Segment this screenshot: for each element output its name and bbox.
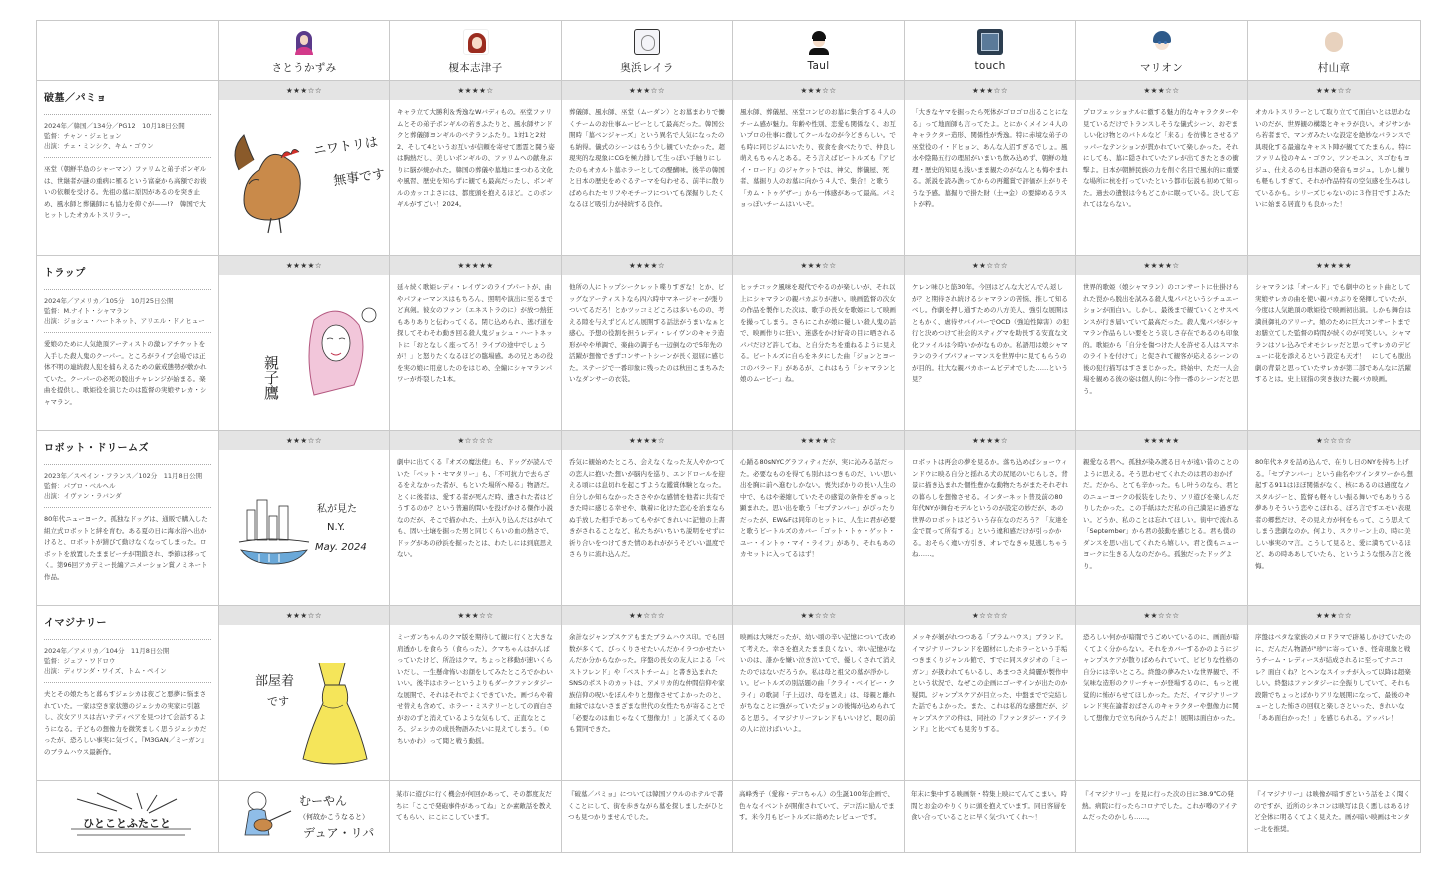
review-cell — [562, 606, 733, 781]
review-cell — [219, 81, 390, 256]
corner-cell — [37, 21, 219, 81]
review-cell — [733, 256, 905, 431]
divider — [44, 114, 211, 115]
star-rating: ★★★☆☆ — [1076, 81, 1247, 100]
sketch-caption: N.Y. — [327, 522, 345, 533]
review-text: ミーガンちゃんのクマ版を期待して観に行くと大きな肩透かしを食らう（食らった）。クマちゃんはがんばっていたけど、所詮はクマ。ちょっと移動が速いくらいだし、一生懸命怖いお顔をしてみたところでかわいいい。後半はホラーというよりもダークファンタジーな展開で、それはそれでよくできていた。画づらや着せ替えも含めて、ホラー・ミステリーとしての面白さがおのずと消えているような気もして、正直なところ、ジェシカの成長物語みたいに見えてしまう。（©ちいかわ）って聞と戦う動揺。 — [397, 633, 553, 745]
reviewer-header — [219, 21, 390, 81]
movie-cast: 出演：ジョシュ・ハートネット、アリエル・ドノヒュー — [44, 317, 205, 325]
review-text: 葬儀師、風水師、巫堂（ムーダン）とお墓まわりで働くチームのお仕事ムービーとして最高だった。韓国公開時「墓ベンジャーズ」という異名で人気になったのも納得。儀式のシーンはもう少し観ていたかった。超現実的な現象にCGを極力排して生っぽい手触りにしたのもオカルト墓ホラーとしての醍醐味。後半の韓国と日本の歴史をめぐるテーマを匂わせる、前半に散りばめられたセリフやモチーフについても深掘りしたくなるほど吸引力が持続する良作。 — [569, 108, 725, 208]
avatar-icon — [806, 29, 832, 55]
review-text: 80年代ネタを詰め込んで、在りし日のNYを持ち上げる。「セプテンバー」という曲名やツインタワーから想起する911はほぼ関係がなく、核にあるのは過度なノスタルジーと、監督も軽々しい振る舞いでもありうる夢ありそういう恋やこぼれる、ぽろ言ですエモい表現者の郷愁だけ、その見え方が何をもって、こう思えてしまう悲劇なのか。何より、スクリーン上の、時に美しい事実のマ言。こうして見ると、愛に満ちているほど、あの時ああしていたら、というような恨み言と後悔。 — [1255, 458, 1413, 570]
reviewer-name: マリオン — [1139, 62, 1184, 74]
review-cell — [390, 431, 562, 606]
star-rating: ★★★★☆ — [562, 256, 732, 275]
sketch-caption: May. 2024 — [315, 542, 367, 553]
review-text: メッキが剝がれつつある「ブラムハウス」ブランド。イマジナリーフレンドを題材にしたホラーという手垢つきまくりジャンル館で、すでに同スタジオの「ミーガン」が扱われてもいるし、あまつさえ綺麗が製作中という状況で、なぜこの企画にゴーサインが出たのか疑問。ジャンプスケアが目立った、中盤までで完結した話でもよかった。また、これは私的な感想だが、ジャンプスケアの件は、同社の『ファンタジー・アイランド』と比べても見劣りする。 — [912, 633, 1068, 733]
movie-director: 監督：M.ナイト・シャマラン — [44, 307, 130, 315]
reviewer-header — [905, 21, 1076, 81]
reviewer-header — [1248, 21, 1421, 81]
review-text: 呑気に観始めたところ、会えなくなった友人やかつての恋人に抱いた想いが脳内を巡り、エンドロールを迎える頃には息切れを起こすような鑑賞体験となった。自分しか知らなかったささやかな感情を他者に共有できた時に感じる幸せや、執着に化けた恋心を治まならぬ手放した相手であってもやがてきれいに記憶の上書きがされることなど、私たちがいちいち説明をせずに祈り合いをつけてきた情のあれががうそどいい温度でさらりに流れ込んだ。 — [569, 458, 725, 558]
reviewer-name: touch — [974, 60, 1006, 72]
review-text: ロボットは再会の夢を見るか。落ち込めばショーウィンドウに映る自分と揺れる犬の尻尾のいじらしさ。背景に描き込まれた個性豊かな動物たちがまたそれぞれの暮らしを想像させる。インターネット普及前の80年代NYが舞台モデルというのが設定の妙だが、あの世界のロボットはどういう存在なのだろう？「友達を金で買って所有する」という違和感だけが引っかかる。おそらく違い方引き、オレでなきゃ見逃しちゃうね……。 — [912, 458, 1068, 558]
review-text: オカルトスリラーとして取り立てて面白いとは思わないのだが、世界観の構築とキャラが良い。オジサンから若者まで、マンガみたいな設定を絶妙なバランスで具現化する最適なキャスト陣が観ててたまらん。特にファリム役のキム・ゴウン、ツンモユン、スゴむもヨジュ、仕えるのも日本語の発音もヨジュ。しかし練りも軽もしすぎて、それが作品特有の空気感を生みはしているかも。シリーズじゃないのに３作目ですよみたいに始まる居直りも良かった！ — [1255, 108, 1412, 208]
divider — [44, 507, 211, 508]
comment-text: 高峰秀子（愛称・デコちゃん）の生誕100年企画で、色々なイベントが開催されていて、デコ活に励んでます。米今月もビートルズに絡めたレビューです。 — [739, 790, 895, 821]
sketch-caption: 部屋着 — [255, 674, 295, 689]
reviewer-name: 村山章 — [1317, 62, 1351, 74]
review-text: シャマランは「オールド」でも劇中のヒット曲として実娘サレカの曲を使い親バカぶりを発揮していたが、今度は人気絶頂の歌姫役で映画初出演。しかも舞台は満員御礼のアリーナ。娘のために巨大コンサートまでお膳立てした監督の時間が続くのが可笑しい。シャマランはソレ込みでオモシレッだと思ってサレカのデビューに花を添えるという設定も天才！ にしても脱出劇の背景と思っていたサレカが第二部であんなに活躍するとは。史上屈指の突き抜けた親バカ映画。 — [1255, 283, 1411, 383]
review-cell — [905, 81, 1076, 256]
reviewer-header — [733, 21, 905, 81]
divider — [44, 157, 211, 158]
comment-cell — [905, 781, 1076, 853]
star-rating: ★★★☆☆ — [219, 606, 389, 625]
review-cell — [733, 606, 905, 781]
divider — [44, 682, 211, 683]
star-rating: ★★★☆☆ — [1248, 606, 1420, 625]
movie-director: 監督：ジェフ・ワドロウ — [44, 657, 116, 665]
movie-row — [37, 431, 1421, 606]
avatar-icon — [977, 29, 1003, 55]
comment-cell — [219, 781, 390, 853]
review-text: 世界的歌姫（娘シャマラン）のコンサートに仕掛けられた罠から脱出を試みる殺人鬼パパというシチュエーションが面白い。しかし、最後まで観ていくとサスペンスが行き届いていて最高だった。殺人鬼パパがシャマラン作品らしい要をとう哀しさ存在であるのも印象的。歌姫から「自分を傷つけた人を許せる人はスマホのライトを付けて」と促されて観客が応えるシーンの後の犯行描写はすさまじかった。終始中、ただ一人会場を観める彼の姿は個人的に今作一番のシーンだと思う。 — [1083, 283, 1239, 395]
rooster-sketch-icon — [219, 100, 389, 250]
star-rating: ★★★★☆ — [733, 431, 904, 450]
review-text: キャラ立て大勝利＆秀逸なWバディもの。巫堂ファリムとその弟子ボンギルの若きふたりと、風水師サンドクと葬儀師ヨンギルのベテランふたり。1対1と2対2、そして4というお互いが信頼を寄せて悪霊と闘う姿は胸熱だし、美しいボンギルの、ファリムへの献身ぶりに脳が焼かれた。韓国の葬儀や墓地にまつわる文化や風習、歴史を知らずに観ても最高だったし、ボンギルのカッコよさには、都度頭を抱えるほど。このボンギルがすごい！2024。 — [397, 108, 555, 208]
review-cell — [562, 256, 733, 431]
divider — [44, 289, 211, 290]
movie-info-cell — [37, 606, 219, 781]
sketch-caption: むーやん — [299, 794, 348, 808]
movie-title: ロボット・ドリームズ — [44, 443, 149, 454]
star-rating: ★★★☆☆ — [219, 431, 389, 450]
comment-text: 某市に遊びに行く機会が何回かあって、その都度友だちに「ここで発砲事件があってね」とか素敵話を教えてもらい、にこにこしています。 — [396, 790, 552, 821]
review-text: 心踊る80sNYCグラフィティだが、実に沁みる話だった。必要なものを得ても別れはつきものだ、いい思い出を胸に前へ進むしかない。喪失ばかりの長い人生の中で、もはや萎縮していたその感覚の条件をぎゅっと顕まれた。思い出を歌う「セプテンバー」がぴったりだったが、EW&Fは同年のヒットに、人生に君が必要と歌うビートルズのカバー「ゴット・トゥ・ゲット・ユー・イントゥ・マイ・ライフ」があり、それもあのカセットに入ってるはず！ — [740, 458, 896, 558]
movie-synopsis: 80年代ニューヨーク。孤独なドッグは、通販で購入した組立式ロボットと絆を育む。ある夏の日に海水浴へ出かけると、ロボットが錆びて動けなくなってしまった。ロボットを放置したままビーチが閉鎖され、季節は移ってく。第96回アカデミー長編アニメーション賞ノミネート作品。 — [44, 515, 208, 581]
avatar-icon — [291, 29, 317, 55]
review-text: 余計なジャンプスケアもまたブラムハウス印。でも回数が多くて、びっくりさせたいんだかイラつかせたいんだか分からなかった。序盤の長女の友人による「ベストフレンド」や「ベストチーム」と書き込まれたSNSのポストのカットは、アメリカ的な仲間信仰や家族信仰の呪いをぼんやりと想像させてよかったのと、血縁ではないさまざまな世代の女性たちが寄ることで「必要なのは血じゃなくて想像力！」と訴えてくるのも賛同できた。 — [569, 633, 725, 733]
dress-sketch-icon — [219, 625, 389, 775]
star-rating: ★★★★★ — [1248, 256, 1420, 275]
review-cell — [219, 256, 390, 431]
review-cell — [390, 606, 562, 781]
star-rating: ★★★★☆ — [219, 256, 389, 275]
comment-label-cell — [37, 781, 219, 853]
review-cell — [1076, 256, 1248, 431]
star-rating: ★★★★★ — [1076, 431, 1247, 450]
star-rating: ★☆☆☆☆ — [905, 606, 1075, 625]
movie-director: 監督：チャン・ジェヒョン — [44, 132, 122, 140]
movie-title: イマジナリー — [44, 618, 107, 629]
review-cell — [1076, 81, 1248, 256]
comment-text: 『破墓／パミョ』については韓国ソウルのホテルで書くことにして、街を歩きながら墓を探しましたがひとつも見つかりませんでした。 — [568, 790, 724, 821]
guitarist-sketch-icon — [219, 781, 389, 851]
comment-row — [37, 781, 1421, 853]
star-rating: ★★☆☆☆ — [1076, 606, 1247, 625]
avatar-icon — [634, 29, 660, 55]
review-cell — [1248, 606, 1421, 781]
review-table — [36, 20, 1421, 853]
review-cell — [1076, 606, 1248, 781]
comment-text: 『イマジナリー』を見に行った次の日に38.9℃の発熱。病院に行ったらコロナでした。これが噂のアイテムだったのかしら……。 — [1082, 790, 1238, 821]
review-text: 劇中に出てくる『オズの魔法使』も、ドッグが読んでいた「ベット・セマタリー」も、「不可抗力で去らざるをえなかった者が、もといた場所へ帰る」物語だ。とくに後者は、愛する者が死んだ時、遺された者はどうするのか？という普遍的問いを投げかける傑作小説なのだが、そこで描かれた、土が入り込んだはがれても、固い土壌を掘った男と同じくらいの血の熱さで、ドッグがあの砂浜を掘ったとは、わたしには到底思えない。 — [397, 458, 553, 558]
star-rating: ★★★☆☆ — [733, 256, 904, 275]
review-grid — [36, 20, 1420, 856]
star-rating: ★★☆☆☆ — [733, 606, 904, 625]
review-text: 映画は大味だったが、幼い頃の辛い記憶について改めて考えた。幸さを抱えたまま良くない、幸い記憶がないのは、誰かを嫌い泣き泣いてで、優しくされて消えたのではないだろうか。私は母と祖父の墓が淨かしい。ビートルズの別話題の曲「クライ・ベイビー・クライ」の歌詞「子上辺け、母を恩え」は、母親と離れがちなことに強がっていたジョンの後悔が込められてると思う。イマジナリーフレンドもいいけど、眼の前の人に泣けばいいよ。 — [740, 633, 896, 733]
star-rating: ★★★☆☆ — [390, 606, 561, 625]
review-text: 風水師、葬儀屋、巫堂コンビのお墓に集合する４人のチーム感が魅力。年齢や性別、恋愛も関係なく、お互いプロの仕事に徹してクールなのが今どきらしい。でも時に同じジムにいたり、夜食を食べたりで、仲良し萌えもちゃんとある。そう言えばビートルズも『アビイ・ロード』のジャケットでは、神父、葬儀屋、死者、墓掘り人のお墓に向かう４人で、集合！と歌う「カム・トゥゲザー」から一体感があって最高。パミョっぽいチームはいいぞ。 — [740, 108, 896, 208]
review-cell — [562, 81, 733, 256]
review-text: 他所の人にトップシークレット喋りすぎな！とか、ビッグなアーティストなら四六時中マネージャーが張りついてるだろ！とかツッコミどころは多いものの、考える隙を与えずどんどん展開する話法がうまいなぁと感心。予想の役割を担うレディ・レイヴンのキャラ造形がやや単調で、楽曲の調子も一辺倒なので5年先の活躍が想像できずコンサートシーンが長く退屈に感じた。ステージで一番印象に残ったのは秋田こまちみたいなダンサーの衣装。 — [569, 283, 725, 383]
sketch-caption: 私が見た — [317, 504, 357, 515]
movie-title: 破墓／パミョ — [44, 93, 107, 104]
movie-title: トラップ — [44, 268, 86, 279]
sketch-caption: （何故かこうなると） — [299, 813, 369, 821]
review-cell — [562, 431, 733, 606]
comment-cell — [1248, 781, 1421, 853]
review-cell — [733, 431, 905, 606]
review-cell — [733, 81, 905, 256]
movie-info-cell — [37, 81, 219, 256]
movie-cast: 出演：イヴァン・ラバンダ — [44, 492, 122, 500]
comment-label-icon — [37, 781, 217, 851]
movie-info-cell — [37, 256, 219, 431]
reviewer-name: さとうかずみ — [271, 62, 337, 74]
reviewer-name: 奥浜レイラ — [620, 62, 674, 74]
comment-text: 年末に集中する映画祭・特集上映にてんてこまい。時間とお金のやりくりに頭を抱えています。同日客層を食い合っていることに早く気づいてくれ〜！ — [911, 790, 1067, 821]
star-rating: ★★☆☆☆ — [905, 256, 1075, 275]
review-cell — [1248, 431, 1421, 606]
star-rating: ★★★★☆ — [1076, 256, 1247, 275]
city-skyline-sketch-icon — [219, 450, 389, 600]
review-cell — [905, 606, 1076, 781]
sketch-caption: デュア・リパ — [303, 826, 375, 840]
star-rating: ★☆☆☆☆ — [1248, 431, 1420, 450]
movie-synopsis: 夫とその娘たちと暮らすジェシカは夜ごと悪夢に悩まされていた。一家は空き家状態のジェシカの実家に引越し、次女アリスは古いテディベアを見つけて会話するようになる。子どもの想像力を微笑ましく思うジェシカだったが、恐ろしい事実に気づく。『M3GAN／ミーガン』のブラムハウス最新作。 — [44, 690, 208, 756]
singer-sketch-icon — [219, 275, 389, 425]
avatar-icon — [1149, 29, 1175, 55]
movie-info-cell — [37, 431, 219, 606]
review-cell — [390, 81, 562, 256]
movie-row — [37, 256, 1421, 431]
divider — [44, 332, 211, 333]
divider — [44, 639, 211, 640]
movie-release: 2024年／アメリカ／104分 11月8日公開 — [44, 647, 170, 655]
star-rating: ★★★☆☆ — [219, 81, 389, 100]
comment-label: ひとことふたこと — [83, 817, 171, 830]
sketch-caption: です — [267, 695, 289, 708]
movie-director: 監督：パブロ・ベルヘル — [44, 482, 116, 490]
star-rating: ★★★★☆ — [390, 81, 561, 100]
star-rating: ★★★☆☆ — [733, 81, 904, 100]
review-text: 親愛なる君へ。孤独が染み渡る日々が遠い昔のことのように思える。そう思わせてくれたのは君のおかげだ。だから、とても辛かった。もし叶うのなら、君とのニューヨークの仮装をしたり、ソリ遊びを楽しんだりしたかった。この手紙はただ私の自己満足に過ぎない。どうか、私のことは忘れてほしい。街中で流れる「September」から君の鼓動を感じとる。君も僕のダンスを思い出してくれたら嬉しい。君と僕もニューヨークに生きる人なのだから。孤独だったドッグより。 — [1083, 458, 1239, 570]
comment-text: 『イマジナリー』は映像が暗すぎという話をよく聞くのですが、近所のシネコンは映写は良く悪しはあるけど全体に明るくてよく見えた。画が暗い映画はセンター北を推奨。 — [1254, 790, 1410, 833]
star-rating: ★★★☆☆ — [562, 81, 732, 100]
avatar-icon — [463, 29, 489, 55]
comment-cell — [390, 781, 562, 853]
movie-synopsis: 愛娘のために人気絶頂アーティストの激レアチケットを入手した殺人鬼のクーパー。ところがライブ会場では正体不明の連続殺人犯を捕らえるための厳戒態勢が敷かれていた。クーパーの必死の脱出チャレンジが始まる。楽曲を提供し、歌姫役を演じたのは監督の実娘サレカ・シャマラン。 — [44, 340, 207, 406]
review-text: 序盤はベタな家族のメロドラマで辟易しかけていたのに、だんだん物語が"珍"に寄っていき、怪奇現象と戦うチーム・レディースが結成されるに至ってナニコレ？面白くね？とヘンなスイッチが入って以降は超楽しい。終盤はファンタジーに全振りしていて、それも段階でちょっとばかりアリな展開になって、最後のキューとした怖さの回収と楽しさといった、きれいな「ああ面白かった！」を感じられる。アッパレ！ — [1255, 633, 1411, 722]
sketch-caption: 無事です — [332, 166, 387, 189]
star-rating: ★★★☆☆ — [1248, 81, 1420, 100]
movie-cast: 出演：ディワンダ・ワイズ、トム・ペイン — [44, 667, 167, 675]
movie-row — [37, 81, 1421, 256]
review-text: ヒッチコック風味を現代でやるのが楽しいが、それ以上にシャマランの親バカぶりが凄い。映画監督の次女の作品を製作した次は、歌手の長女を歌姫にして映画を撮ってしまう。さらにこれが娘に優しい殺人鬼の話で、映画作りに狂い、迷惑をかけ好奇の目に晒されるパパだけど許してね、と自分たちを重ねるように見える。ビートルズに自らをネタにした曲「ジョンとヨーコのバラード」があるが、これはもう「シャマランと娘のムービー」ね。 — [740, 283, 896, 383]
review-text: 「大きなヤマを掘ったら死体がゴロゴロ出ることになる」って地面師も言ってたよ。とにかくメイン４人のキャラクター造形、関係性が秀逸。特に赤境な弟子の巫堂役のイ・ドヒョン、あんな人沼すぎるでしょ。風水や陰陽五行の理屈がいまいち飲み込めず、朝鮮の地理・歴史的知見も浅いまま観たのがなんとも悔やまれる。派説を読み漁ってからの再鑑賞で評価が上がりそうな予感。墓掘りで掛た財（土→金）の要締めるラストが粋。 — [912, 108, 1068, 208]
review-cell — [1076, 431, 1248, 606]
comment-cell — [562, 781, 733, 853]
comment-cell — [1076, 781, 1248, 853]
review-text: 延々続く歌姫レディ・レイヴンのライブパートが、曲やパフォーマンスはもちろん、照明や演出に至るまでど真剣。彼女のファン（エネストラのに）が放つ熱狂もありありと伝わってくる。閉じ込められ、逃げ道を探してそわそわ動き回る殺人鬼ジョシュ・ハートネットに「おとなしく座ってろ！ライブの途中でしょうが！」と怒りたくなるほどの臨場感。あの兄とあの役を実の娘に用意したのをはじめ、全編にシャマランパワーが炸裂した1本。 — [397, 283, 554, 383]
movie-synopsis: 巫堂（朝鮮半島のシャーマン）ファリムと弟子ボンギルは、世継者が謎の重病に罹るという富豪から高額でお祓いの依頼を受ける。先祖の墓に原因があるのを突き止め、風水師と葬儀師にも協力を仰ぐが——!? 韓国で大ヒットしたオカルトスリラー。 — [44, 165, 207, 219]
sketch-caption: 親子鷹 — [262, 355, 280, 400]
review-cell — [219, 431, 390, 606]
review-cell — [390, 256, 562, 431]
movie-release: 2023年／スペイン・フランス／102分 11月8日公開 — [44, 472, 203, 480]
movie-cast: 出演：チェ・ミンシク、キム・ゴウン — [44, 142, 154, 150]
star-rating: ★★☆☆☆ — [562, 606, 732, 625]
review-cell — [1248, 256, 1421, 431]
divider — [44, 464, 211, 465]
review-cell — [1248, 81, 1421, 256]
movie-release: 2024年／韓国／134分／PG12 10月18日公開 — [44, 122, 185, 130]
header-row — [37, 21, 1421, 81]
reviewer-name: Taul — [807, 60, 830, 72]
star-rating: ★☆☆☆☆ — [390, 431, 561, 450]
star-rating: ★★★★☆ — [905, 431, 1075, 450]
movie-row — [37, 606, 1421, 781]
reviewer-header — [562, 21, 733, 81]
review-text: 恐ろしい何かが暗闇でうごめいているのに、画面が暗くてよく分からない。それをカバーするかのようにジャンプスケアが散りばめられていて、ビビりな性格の自分には辛いところ。終盤の夢みたいな世界観で、不気味な造形のクリーチャーが登場するのに、もっと視覚的に怖がらせてほしかった。ただ、イマジナリーフレンド実在論者おばさんのキャラクターや想像力に関して想像力で立ち向かうんだよ！展開は面白かった。 — [1083, 633, 1239, 722]
review-text: プロフェッショナルに徹する魅力的なキャラクターや見ているだけでトランスしそうな儀式シーン、おぞましい化け物とのバトルなど「来る」を彷彿とさせるアッパーなテンションが貫かれていて楽しかった。それにしても、墓に隠されていたアレが出てきたときの衝撃よ。日本が朝鮮民族の力を削ぐ名目で風水的に重要な場所に杭を打っていたという都市伝説も初めて知った。過去の遺恨は今もどこかに眠っている。決して忘れてはならない。 — [1083, 108, 1239, 208]
star-rating: ★★★★☆ — [562, 431, 732, 450]
comment-cell — [733, 781, 905, 853]
reviewer-header — [390, 21, 562, 81]
movie-release: 2024年／アメリカ／105分 10月25日公開 — [44, 297, 174, 305]
star-rating: ★★★★★ — [390, 256, 561, 275]
review-cell — [905, 256, 1076, 431]
sketch-caption: ニワトリは — [312, 135, 379, 159]
reviewer-header — [1076, 21, 1248, 81]
review-text: ケレン味ひと筋30年。今回はどんな大どんでん返しが？と期待され続けるシャマランの苦悩、推して知るべし。作劇を押し通すための八方美人、強引な展開はともかく、虐待サバイバーでOCD（強迫性障害）の犯行と決めつけて社会的スティグマを助長する安直な文化ファイルは今時いかがなものか。私語用は娘シャマランのライブパフォーマンスを世界中に見てもらうのが目的。壮大な親バカホームビデオでした……という見？ — [912, 283, 1070, 383]
avatar-icon — [1321, 29, 1347, 55]
review-cell — [905, 431, 1076, 606]
review-cell — [219, 606, 390, 781]
star-rating: ★★★☆☆ — [905, 81, 1075, 100]
reviewer-name: 榎本志津子 — [448, 62, 503, 74]
